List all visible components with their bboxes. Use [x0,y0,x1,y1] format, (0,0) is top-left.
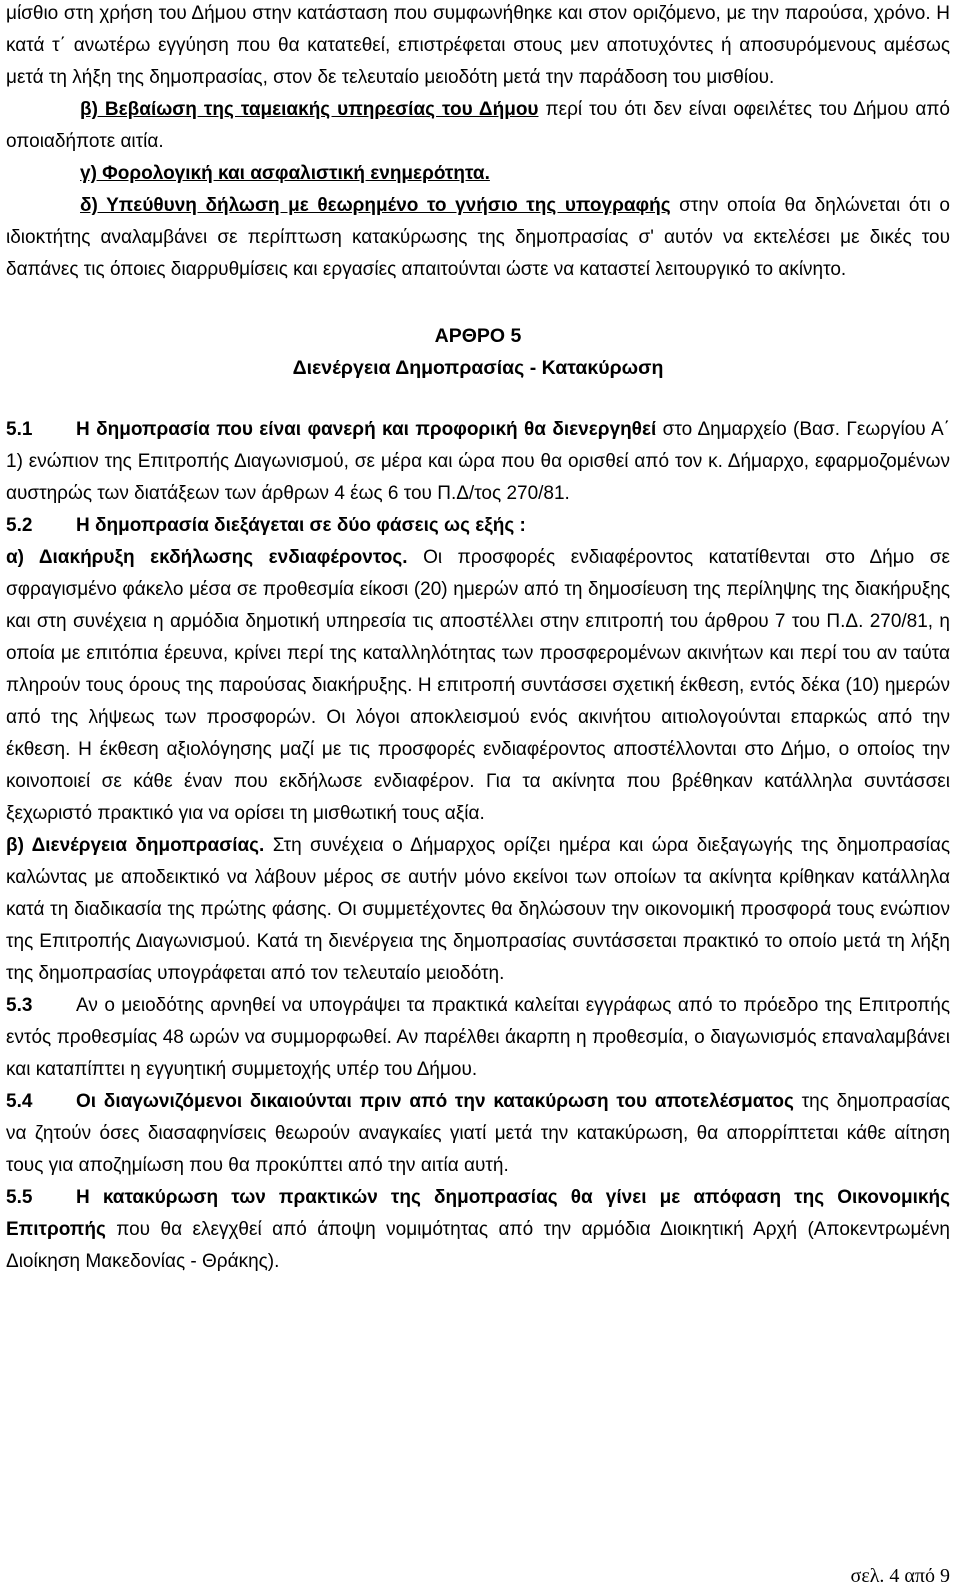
phase-a-paragraph [6,542,950,830]
section-5-1-lead: Η δημοπρασία που είναι φανερή και προφορική θα διενεργηθεί [76,419,657,440]
section-5-5-text: που θα ελεγχθεί από άποψη νομιμότητας από την αρμόδια Διοικητική Αρχή (Αποκεντρωμένη Διοίκηση Μακεδονίας - Θράκης). [6,1219,950,1272]
section-5-4 [6,1086,950,1182]
section-5-4-text: της δημοπρασίας να ζητούν όσες διασαφηνίσεις θεωρούν αναγκαίες γιατί μετά την κατακύρωση, θα απορρίπτεται κάθε αίτηση τους για αποζημίωση που θα προκύπτει από την αιτία αυτή. [6,1091,950,1176]
section-number: 5.1 [6,419,33,440]
item-b-lead: β) Βεβαίωση της ταμειακής υπηρεσίας του Δήμου [80,99,539,120]
item-d-lead: δ) Υπεύθυνη δήλωση με θεωρημένο το γνήσιο της υπογραφής [80,195,671,216]
section-5-1-text: στο Δημαρχείο (Βασ. Γεωργίου Α΄ 1) ενώπιον της Επιτροπής Διαγωνισμού, σε μέρα και ώρα που θα ορισθεί από τον κ. Δήμαρχο, εφαρμοζομένων αυστηρώς των διατάξεων των άρθρων 4 έως 6 του Π.Δ/τος 270/81. [6,419,950,504]
section-5-3-text: Αν ο μειοδότης αρνηθεί να υπογράψει τα πρακτικά καλείται εγγράφως από το πρόεδρο της Επιτροπής εντός προθεσμίας 48 ωρών να συμμορφωθεί. Αν παρέλθει άκαρπη η προθεσμία, ο διαγωνισμός επαναλαμβάνει και καταπίπτει η εγγυητική συμμετοχής υπέρ του Δήμου. [6,995,950,1080]
section-5-3 [6,990,950,1086]
section-5-5-lead: Η κατακύρωση των πρακτικών της δημοπρασίας θα γίνει με απόφαση της Οικονομικής Επιτροπής [6,1187,950,1240]
item-d-paragraph [6,190,950,286]
section-number: 5.5 [6,1187,33,1208]
page-number: σελ. 4 από 9 [850,1565,950,1587]
article-subtitle: Διενέργεια Δημοπρασίας - Κατακύρωση [292,357,664,379]
section-5-2-lead: Η δημοπρασία διεξάγεται σε δύο φάσεις ως εξής : [76,515,526,536]
section-5-1 [6,414,950,510]
section-5-5 [6,1182,950,1278]
section-number: 5.3 [6,995,33,1016]
phase-b-text: Στη συνέχεια ο Δήμαρχος ορίζει ημέρα και ώρα διεξαγωγής της δημοπρασίας καλώντας με αποδεικτικό να λάβουν μέρος σε αυτήν μόνο εκείνοι των οποίων τα ακίνητα κρίθηκαν κατάλληλα κατά τη διαδικασία της πρώτης φάσης. Οι συμμετέχοντες θα δηλώσουν την οικονομική προσφορά τους ενώπιον της Επιτροπής Διαγωνισμού. Κατά τη διενέργεια της δημοπρασίας συντάσσεται πρακτικό το οποίο μετά τη λήξη της δημοπρασίας υπογράφεται από τον τελευταίο μειοδότη. [6,835,951,984]
phase-a-lead: α) Διακήρυξη εκδήλωσης ενδιαφέροντος. [6,547,408,568]
phase-b-lead: β) Διενέργεια δημοπρασίας. [6,835,265,856]
section-number: 5.2 [6,515,33,536]
item-g-lead: γ) Φορολογική και ασφαλιστική ενημερότητα. [80,163,490,184]
article-title: ΑΡΘΡΟ 5 [434,325,522,347]
item-g-paragraph [6,158,950,190]
intro-paragraph: μίσθιο στη χρήση του Δήμου στην κατάσταση που συμφωνήθηκε και στον οριζόμενο, με την παρούσα, χρόνο. Η κατά τ΄ ανωτέρω εγγύηση που θα κατατεθεί, επιστρέφεται στους μεν αποτυχόντες ή αποσυρόμενους αμέσως μετά τη λήξη της δημοπρασίας, στον δε τελευταίο μειοδότη μετά την παράδοση του μισθίου. [6,3,950,88]
phase-b-paragraph [6,830,950,990]
section-number: 5.4 [6,1091,33,1112]
phase-a-text: Οι προσφορές ενδιαφέροντος κατατίθενται στο Δήμο σε σφραγισμένο φάκελο μέσα σε προθεσμία είκοσι (20) ημερών από τη δημοσίευση της περίληψης της διακήρυξης και στη συνέχεια η αρμόδια δημοτική υπηρεσία τις αποστέλλει στην επιτροπή του άρθρου 7 του Π.Δ. 270/81, η οποία με επιτόπια έρευνα, κρίνει περί της καταλληλότητας των προσφερομένων ακινήτων και περί του αν ταύτα πληρούν τους όρους της παρούσας διακήρυξης. Η επιτροπή συντάσσει σχετική έκθεση, εντός δέκα (10) ημερών από της λήψεως των προσφορών. Οι λόγοι αποκλεισμού ενός ακινήτου αιτιολογούνται επαρκώς από την έκθεση. Η έκθεση αξιολόγησης μαζί με τις προσφορές ενδιαφέροντος αποστέλλονται στο Δήμο, ο οποίος την κοινοποιεί σε κάθε έναν που εκδήλωσε ενδιαφέρον. Για τα ακίνητα που βρέθηκαν κατάλληλα συντάσσει ξεχωριστό πρακτικό για να ορίσει τη μισθωτική τους αξία. [6,547,950,824]
item-d-text: στην οποία θα δηλώνεται ότι ο ιδιοκτήτης αναλαμβάνει σε περίπτωση κατακύρωσης της δημοπρασίας σ' αυτόν να εκτελέσει με δικές του δαπάνες τις όποιες διαρρυθμίσεις και εργασίες απαιτούνται ώστε να καταστεί λειτουργικό το ακίνητο. [6,195,950,280]
item-b-text: περί του ότι δεν είναι οφειλέτες του Δήμου από οποιαδήποτε αιτία. [6,99,951,152]
section-5-2 [6,510,950,542]
section-5-4-lead: Οι διαγωνιζόμενοι δικαιούνται πριν από την κατακύρωση του αποτελέσματος [76,1091,794,1112]
item-b-paragraph [6,94,950,158]
document-page [6,0,950,1278]
